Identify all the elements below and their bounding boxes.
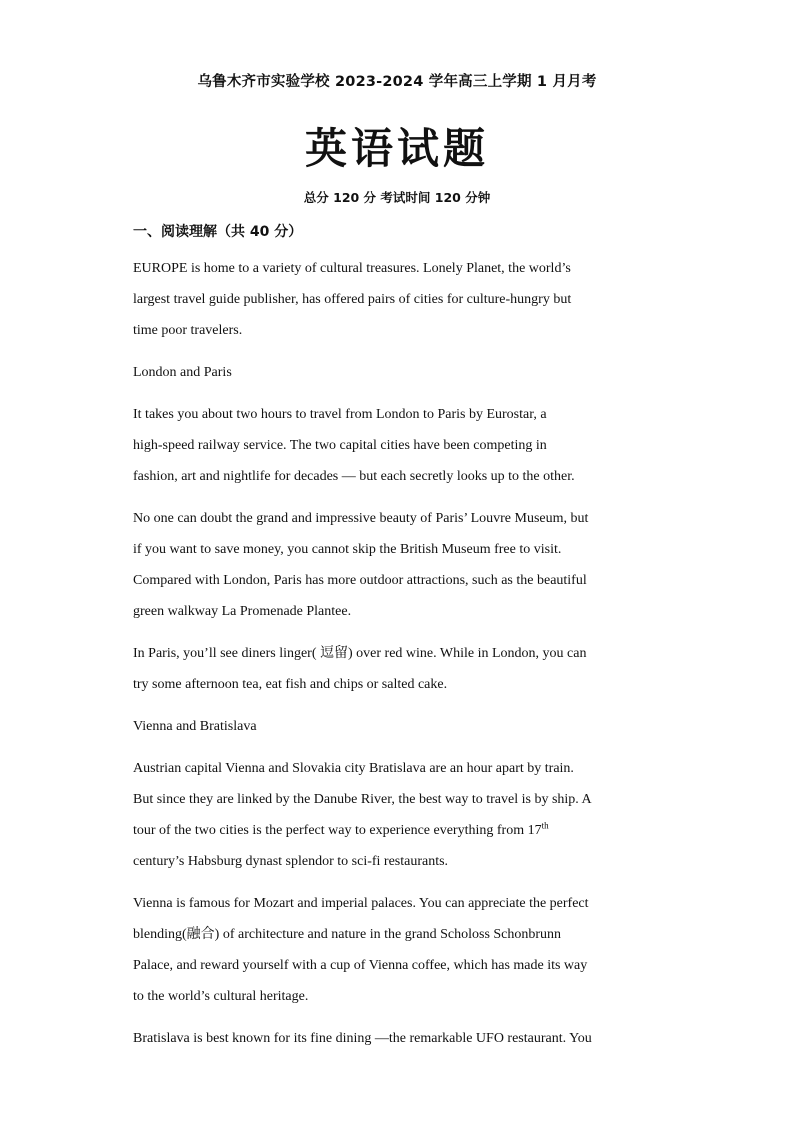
subheading-vienna-bratislava: Vienna and Bratislava — [133, 719, 257, 734]
text-line: try some afternoon tea, eat fish and chips or salted cake. — [133, 677, 448, 692]
text-line: Compared with London, Paris has more outdoor attractions, such as the beautiful — [133, 573, 587, 588]
paragraph-1 — [133, 403, 661, 496]
text-line: to the world’s cultural heritage. — [133, 989, 309, 1004]
reading-passage — [133, 257, 661, 1058]
text-line: century’s Habsburg dynast splendor to sci-fi restaurants. — [133, 854, 449, 869]
text-line: In Paris, you’ll see diners linger( 逗留) over red wine. While in London, you can — [133, 646, 587, 661]
section-heading-reading: 一、阅读理解（共 40 分） — [133, 224, 303, 240]
paragraph-3 — [133, 642, 661, 704]
school-exam-line: 乌鲁木齐市实验学校 2023-2024 学年高三上学期 1 月月考 — [197, 74, 597, 90]
text-line: It takes you about two hours to travel from London to Paris by Eurostar, a — [133, 407, 547, 422]
text-line: if you want to save money, you cannot skip the British Museum free to visit. — [133, 542, 562, 557]
text-line: Vienna is famous for Mozart and imperial palaces. You can appreciate the perfect — [133, 896, 589, 911]
text-line: EUROPE is home to a variety of cultural treasures. Lonely Planet, the world’s — [133, 261, 571, 276]
text-line — [133, 819, 661, 850]
text-line: fashion, art and nightlife for decades — but each secretly looks up to the other. — [133, 469, 575, 484]
paragraph-4 — [133, 757, 661, 881]
paragraph-2 — [133, 507, 661, 631]
paragraph-intro — [133, 257, 661, 350]
text-line: blending(融合) of architecture and nature in the grand Scholoss Schonbrunn — [133, 927, 562, 942]
text-line: Palace, and reward yourself with a cup of Vienna coffee, which has made its way — [133, 958, 588, 973]
text-line: high-speed railway service. The two capital cities have been competing in — [133, 438, 547, 453]
text-line: Bratislava is best known for its fine dining —the remarkable UFO restaurant. You — [133, 1031, 592, 1046]
score-time-info: 总分 120 分 考试时间 120 分钟 — [303, 190, 491, 205]
text-fragment: tour of the two cities is the perfect way to experience everything from 17 — [133, 823, 542, 838]
paragraph-5 — [133, 892, 661, 1016]
subheading-london-paris: London and Paris — [133, 365, 232, 380]
paragraph-6 — [133, 1027, 661, 1058]
text-line: time poor travelers. — [133, 323, 243, 338]
text-line: largest travel guide publisher, has offered pairs of cities for culture-hungry but — [133, 292, 572, 307]
exam-title: 英语试题 — [304, 124, 489, 173]
text-line: But since they are linked by the Danube River, the best way to travel is by ship. A — [133, 792, 592, 807]
text-line: Austrian capital Vienna and Slovakia city Bratislava are an hour apart by train. — [133, 761, 574, 776]
ordinal-superscript: th — [541, 820, 549, 831]
text-line: No one can doubt the grand and impressive beauty of Paris’ Louvre Museum, but — [133, 511, 589, 526]
text-line: green walkway La Promenade Plantee. — [133, 604, 352, 619]
